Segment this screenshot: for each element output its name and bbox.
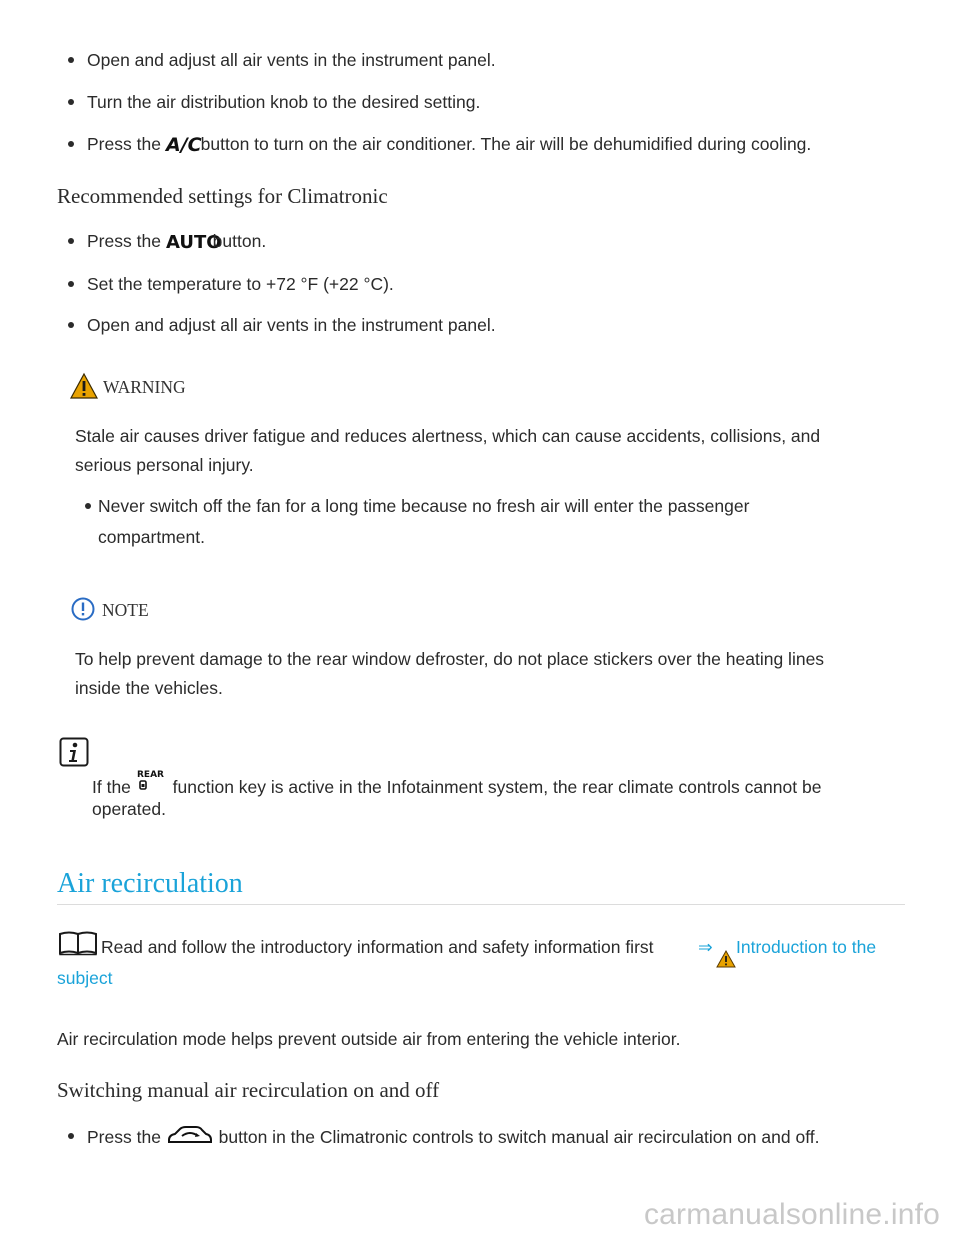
warning-bullet-line1: Never switch off the fan for a long time because no fresh air will enter the passenger [98, 496, 750, 516]
step-auto-button [87, 230, 266, 256]
note-text-line2: inside the vehicles. [75, 678, 223, 698]
step-auto-post: button. [207, 231, 267, 251]
info-icon [59, 737, 89, 772]
note-exclamation-icon [71, 597, 95, 626]
manual-book-icon [58, 931, 100, 960]
warning-bullet-line2: compartment. [98, 527, 205, 547]
note-label: NOTE [102, 600, 149, 620]
warning-label: WARNING [103, 377, 186, 397]
step-ac-pre: Press the [87, 134, 166, 154]
step-recirc-post: button in the Climatronic controls to switch manual air recirculation on and off. [213, 1127, 820, 1147]
bullet-dot [68, 238, 74, 244]
step-auto-pre: Press the [87, 231, 166, 251]
bullet-dot [85, 503, 91, 509]
step-temperature: Set the temperature to +72 °F (+22 °C). [87, 274, 394, 294]
bullet-dot [68, 281, 74, 287]
step-open-vents: Open and adjust all air vents in the instrument panel. [87, 50, 496, 70]
arrow-symbol: ⇒ [698, 937, 713, 957]
step-ac-button [87, 133, 811, 159]
bullet-dot [68, 99, 74, 105]
recirculation-paragraph: Air recirculation mode helps prevent outside air from entering the vehicle interior. [57, 1029, 681, 1049]
bullet-dot [68, 141, 74, 147]
section-title: Air recirculation [57, 868, 243, 899]
intro-link[interactable]: Introduction to the [736, 937, 877, 957]
warning-text-line1: Stale air causes driver fatigue and reduces alertness, which can cause accidents, collisions, and [75, 426, 821, 446]
recirculation-car-icon [166, 1125, 214, 1152]
ac-button-icon [165, 134, 202, 159]
bullet-dot [68, 1133, 74, 1139]
rear-key-label: REAR [136, 770, 164, 780]
small-warning-icon [716, 950, 736, 973]
switching-heading: Switching manual air recirculation on and off [57, 1078, 440, 1102]
recommended-heading: Recommended settings for Climatronic [57, 184, 388, 208]
info-text-line1 [92, 769, 821, 798]
watermark: carmanualsonline.info [643, 1198, 940, 1231]
step-air-distribution: Turn the air distribution knob to the desired setting. [87, 92, 481, 112]
note-text-line1: To help prevent damage to the rear window defroster, do not place stickers over the heating lines [75, 649, 825, 669]
info-pre: If the [92, 777, 136, 797]
step-recirc-pre: Press the [87, 1127, 166, 1147]
step-ac-post: button to turn on the air conditioner. The air will be dehumidified during cooling. [195, 134, 812, 154]
bullet-dot [68, 57, 74, 63]
section-divider [57, 904, 905, 905]
info-text-line2: operated. [92, 799, 166, 819]
info-post: function key is active in the Infotainment system, the rear climate controls cannot be [167, 777, 822, 797]
auto-button-icon [165, 231, 222, 256]
rear-key-icon [136, 769, 168, 796]
step-recirculation [87, 1125, 819, 1152]
intro-link-continued[interactable]: subject [57, 968, 113, 988]
bullet-dot [68, 322, 74, 328]
step-open-vents-2: Open and adjust all air vents in the instrument panel. [87, 315, 496, 335]
intro-text: Read and follow the introductory information and safety information first [101, 937, 654, 957]
warning-triangle-icon [70, 373, 98, 404]
svg-text:A/C: A/C [165, 134, 202, 156]
svg-text:AUTO: AUTO [165, 232, 222, 253]
warning-text-line2: serious personal injury. [75, 455, 254, 475]
